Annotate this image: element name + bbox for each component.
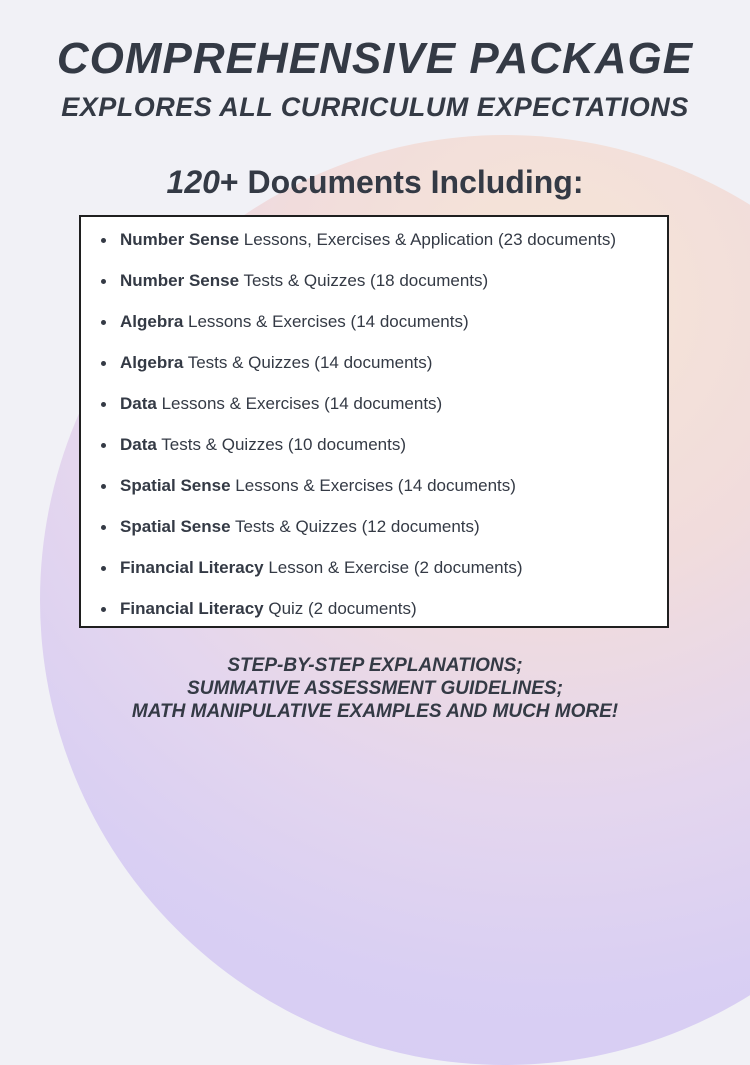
list-item-description: Lessons & Exercises (14 documents) (156, 394, 443, 413)
bullet-icon (101, 361, 106, 366)
list-item (101, 598, 667, 639)
list-item-description: Lessons & Exercises (14 documents) (230, 476, 516, 495)
list-item-description: Lessons & Exercises (14 documents) (183, 312, 469, 331)
list-item-description: Lesson & Exercise (2 documents) (263, 558, 523, 577)
list-item (101, 393, 667, 434)
list-item (101, 475, 667, 516)
bullet-icon (101, 566, 106, 571)
list-item (101, 352, 667, 393)
bullet-icon (101, 402, 106, 407)
list-item-subject: Financial Literacy (120, 558, 264, 577)
list-item-description: Quiz (2 documents) (263, 599, 417, 618)
list-item-subject: Data (120, 435, 157, 454)
footer-features (0, 654, 750, 723)
page-subtitle: EXPLORES ALL CURRICULUM EXPECTATIONS (61, 92, 689, 122)
bullet-icon (101, 525, 106, 530)
bullet-icon (101, 320, 106, 325)
page-title: COMPREHENSIVE PACKAGE (56, 34, 694, 83)
list-item-subject: Spatial Sense (120, 517, 231, 536)
list-item (101, 270, 667, 311)
document-count-label: + Documents Including: (219, 164, 584, 200)
document-list-box (79, 215, 669, 628)
list-item-subject: Data (120, 394, 157, 413)
list-item (101, 434, 667, 475)
list-item (101, 229, 667, 270)
bullet-icon (101, 484, 106, 489)
document-list (81, 217, 667, 639)
list-item-subject: Spatial Sense (120, 476, 231, 495)
list-item-subject: Algebra (120, 353, 184, 372)
list-item-subject: Number Sense (120, 230, 240, 249)
list-item-description: Tests & Quizzes (12 documents) (230, 517, 480, 536)
list-item-description: Tests & Quizzes (14 documents) (183, 353, 433, 372)
list-item (101, 516, 667, 557)
document-count: 120 (166, 164, 220, 200)
list-item-subject: Financial Literacy (120, 599, 264, 618)
bullet-icon (101, 279, 106, 284)
footer-line: MATH MANIPULATIVE EXAMPLES AND MUCH MORE! (131, 701, 619, 722)
list-item (101, 311, 667, 352)
list-item-description: Tests & Quizzes (18 documents) (239, 271, 489, 290)
list-item-subject: Algebra (120, 312, 184, 331)
footer-line: SUMMATIVE ASSESSMENT GUIDELINES; (187, 678, 563, 699)
bullet-icon (101, 238, 106, 243)
footer-line: STEP-BY-STEP EXPLANATIONS; (227, 655, 523, 676)
list-item-subject: Number Sense (120, 271, 240, 290)
list-item-description: Tests & Quizzes (10 documents) (156, 435, 406, 454)
list-item (101, 557, 667, 598)
list-item-description: Lessons, Exercises & Application (23 documents) (239, 230, 617, 249)
document-count-heading (0, 164, 750, 201)
bullet-icon (101, 443, 106, 448)
bullet-icon (101, 607, 106, 612)
